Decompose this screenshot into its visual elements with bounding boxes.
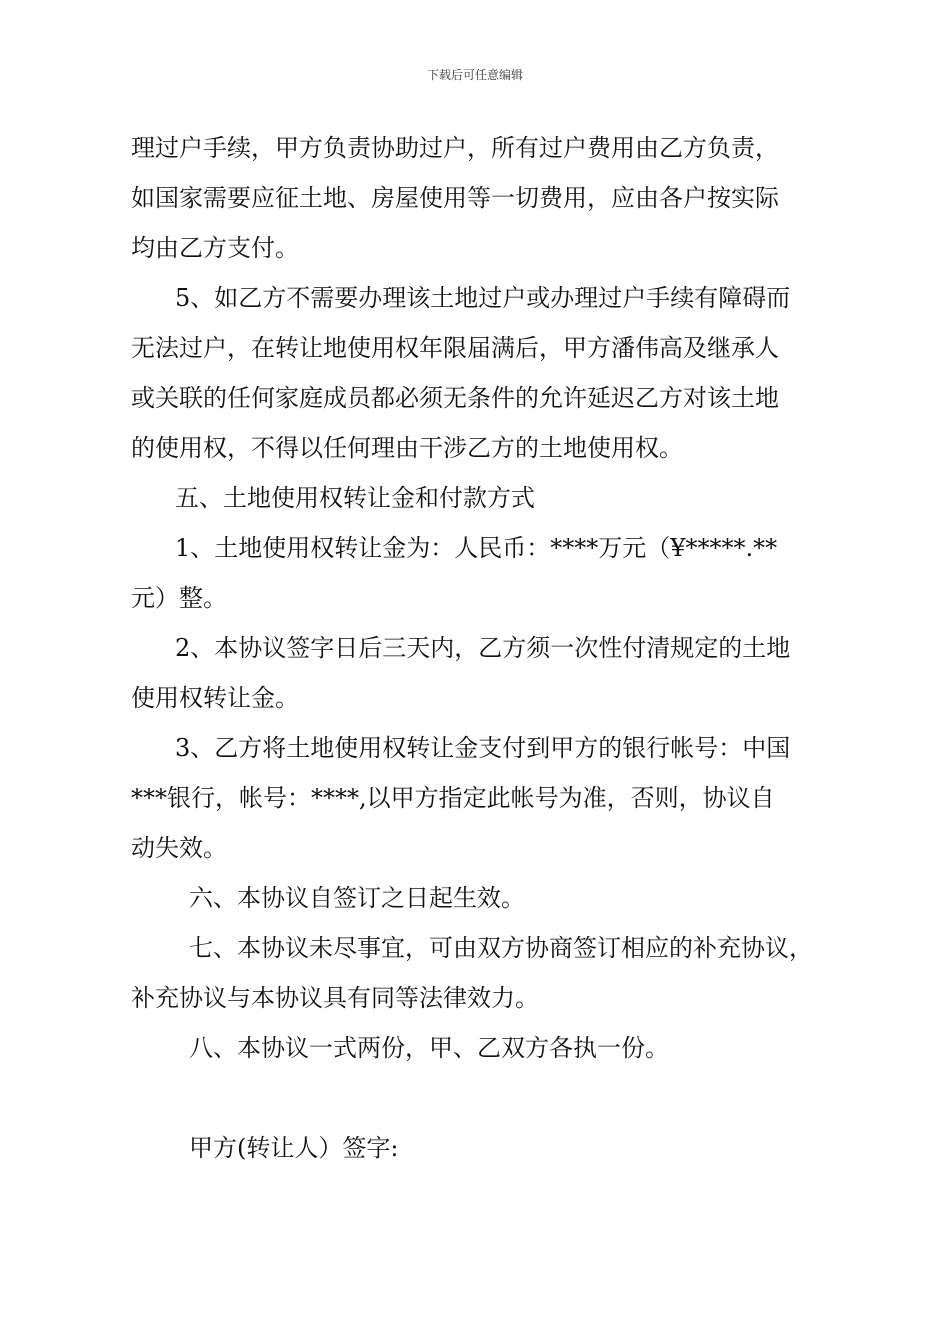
section-heading: 七、本协议未尽事宜，可由双方协商签订相应的补充协议，: [189, 934, 813, 962]
body-line: 5、如乙方不需要办理该土地过户或办理过户手续有障碍而: [175, 284, 791, 312]
body-line: 元）整。: [131, 584, 227, 612]
section-heading: 五、土地使用权转让金和付款方式: [175, 484, 535, 512]
body-line: 使用权转让金。: [131, 684, 299, 712]
body-line: 3、乙方将土地使用权转让金支付到甲方的银行帐号：中国: [175, 734, 791, 762]
body-line: 的使用权，不得以任何理由干涉乙方的土地使用权。: [131, 434, 683, 462]
body-line: 1、土地使用权转让金为：人民币：****万元（¥*****.**: [175, 534, 778, 562]
section-heading: 六、本协议自签订之日起生效。: [189, 884, 525, 912]
body-line: 或关联的任何家庭成员都必须无条件的允许延迟乙方对该土地: [131, 384, 779, 412]
body-line: 补充协议与本协议具有同等法律效力。: [131, 984, 539, 1012]
body-line: 理过户手续，甲方负责协助过户，所有过户费用由乙方负责，: [131, 134, 779, 162]
signature-label: 甲方(转让人）签字:: [189, 1134, 399, 1162]
body-line: 无法过户，在转让地使用权年限届满后，甲方潘伟高及继承人: [131, 334, 779, 362]
body-line: 均由乙方支付。: [131, 234, 299, 262]
body-line: 2、本协议签字日后三天内，乙方须一次性付清规定的土地: [175, 634, 791, 662]
body-line: ***银行，帐号：****,以甲方指定此帐号为准，否则，协议自: [131, 784, 775, 812]
body-line: 如国家需要应征土地、房屋使用等一切费用，应由各户按实际: [131, 184, 779, 212]
body-line: 动失效。: [131, 834, 227, 862]
page-header-note: 下载后可任意编辑: [426, 68, 523, 82]
section-heading: 八、本协议一式两份，甲、乙双方各执一份。: [189, 1034, 669, 1062]
